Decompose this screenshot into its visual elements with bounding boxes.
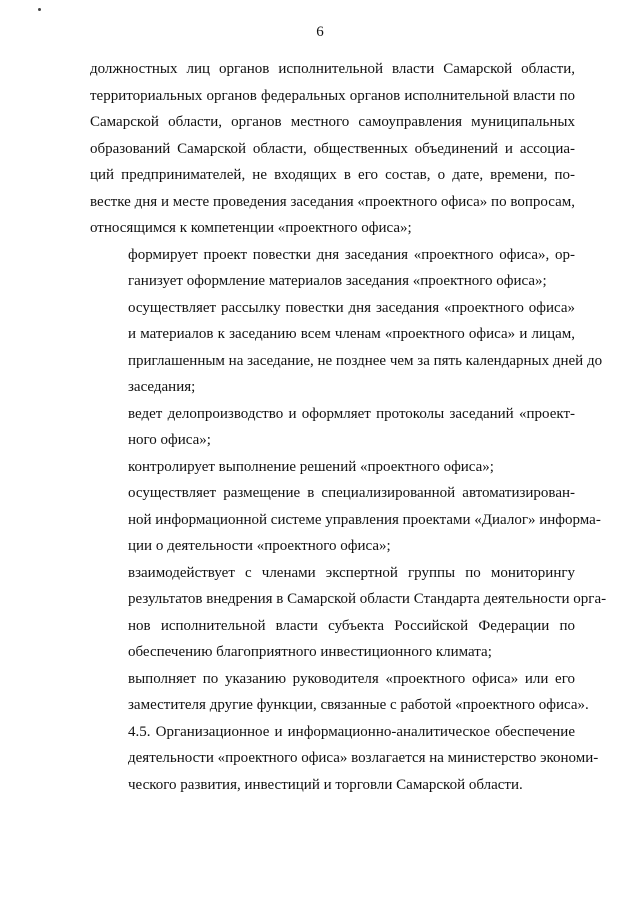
text-line: результатов внедрения в Самарской области Стандарта деятельности орга- <box>128 591 607 607</box>
paragraph <box>90 295 603 401</box>
text-line: формирует проект повестки дня заседания «проектного офиса», ор- <box>128 246 575 263</box>
text-line: деятельности «проектного офиса» возлагается на министерство экономи- <box>128 750 599 766</box>
text-line: ческого развития, инвестиций и торговли Самарской области. <box>128 776 523 793</box>
text-line: контролирует выполнение решений «проектного офиса»; <box>128 458 494 475</box>
paragraph <box>90 401 575 454</box>
text-line: ведет делопроизводство и оформляет протоколы заседаний «проект- <box>128 405 575 422</box>
scan-mark <box>38 8 41 11</box>
paragraph <box>90 480 601 560</box>
page-number: 6 <box>316 24 324 40</box>
text-line: вестке дня и месте проведения заседания «проектного офиса» по вопросам, <box>90 193 575 210</box>
text-line: заместителя другие функции, связанные с работой «проектного офиса». <box>128 697 589 713</box>
text-line: выполняет по указанию руководителя «проектного офиса» или его <box>128 670 575 687</box>
paragraph <box>90 454 575 481</box>
text-line: ного офиса»; <box>128 432 211 448</box>
paragraph <box>90 666 589 719</box>
text-line: Самарской области, органов местного самоуправления муниципальных <box>90 114 575 130</box>
text-line: и материалов к заседанию всем членам «проектного офиса» и лицам, <box>128 326 575 342</box>
paragraph <box>90 560 607 666</box>
text-line: относящимся к компетенции «проектного офиса»; <box>90 220 412 236</box>
text-line: образований Самарской области, общественных объединений и ассоциа- <box>90 140 575 157</box>
text-line: обеспечению благоприятного инвестиционного климата; <box>128 644 492 660</box>
text-line: 4.5. Организационное и информационно-аналитическое обеспечение <box>128 723 575 740</box>
paragraph <box>90 56 575 242</box>
text-line: приглашенным на заседание, не позднее чем за пять календарных дней до <box>128 352 603 369</box>
text-line: заседания; <box>128 379 196 395</box>
paragraph <box>90 719 599 799</box>
text-line: осуществляет размещение в специализированной автоматизирован- <box>128 485 575 501</box>
document-body <box>90 56 607 798</box>
text-line: должностных лиц органов исполнительной власти Самарской области, <box>90 61 575 77</box>
text-line: нов исполнительной власти субъекта Российской Федерации по <box>128 617 575 634</box>
text-line: ции о деятельности «проектного офиса»; <box>128 538 391 554</box>
text-line: ганизует оформление материалов заседания «проектного офиса»; <box>128 273 547 289</box>
text-line: ций предпринимателей, не входящих в его состав, о дате, времени, по- <box>90 167 575 183</box>
paragraph <box>90 242 575 295</box>
text-line: взаимодействует с членами экспертной группы по мониторингу <box>128 564 575 581</box>
text-line: территориальных органов федеральных органов исполнительной власти по <box>90 87 575 104</box>
text-line: ной информационной системе управления проектами «Диалог» информа- <box>128 511 601 528</box>
text-line: осуществляет рассылку повестки дня заседания «проектного офиса» <box>128 299 575 316</box>
